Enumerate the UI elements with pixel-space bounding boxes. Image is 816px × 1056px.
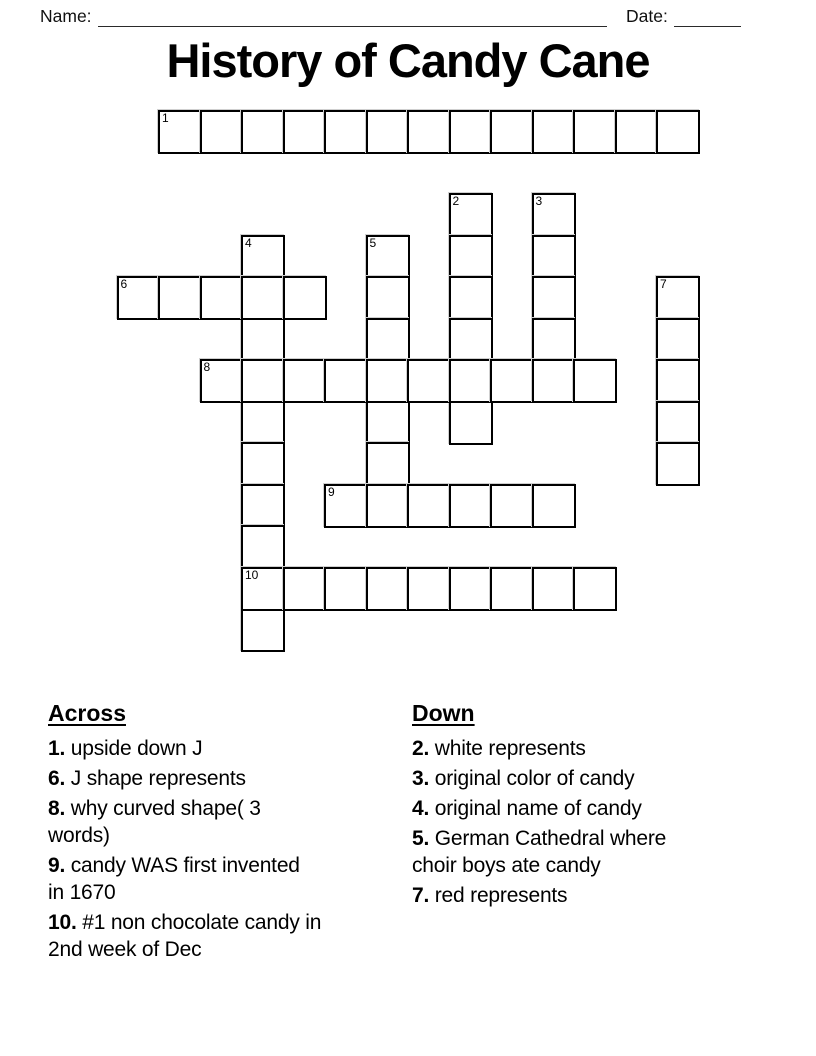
grid-cell: [490, 567, 534, 611]
grid-cell: [573, 359, 617, 403]
grid-cell: [573, 110, 617, 154]
grid-cell: [241, 525, 285, 569]
grid-cell: [532, 567, 576, 611]
grid-cell: [449, 110, 493, 154]
grid-cell: [200, 276, 244, 320]
clue-number: 8.: [48, 797, 66, 820]
grid-cell: [490, 359, 534, 403]
cell-number: 8: [203, 360, 211, 374]
grid-cell: [366, 484, 410, 528]
grid-cell: [449, 318, 493, 362]
grid-cell: [656, 110, 700, 154]
grid-cell: [407, 110, 451, 154]
across-clue-8: 8. why curved shape( 3 words): [48, 797, 261, 847]
grid-cell: [158, 276, 202, 320]
grid-cell: [366, 401, 410, 445]
clue-number: 2.: [412, 737, 430, 760]
grid-cell: [241, 401, 285, 445]
name-label: Name:: [40, 6, 92, 26]
clue-number: 3.: [412, 767, 430, 790]
across-clue-list: [48, 735, 412, 963]
grid-cell: [158, 110, 202, 154]
down-clue-3: 3. original color of candy: [412, 767, 635, 790]
date-label: Date:: [626, 6, 668, 26]
grid-cell: [532, 276, 576, 320]
down-clue-2: 2. white represents: [412, 737, 586, 760]
grid-cell: [449, 193, 493, 237]
grid-cell: [241, 359, 285, 403]
cell-number: 1: [162, 111, 169, 125]
grid-cell: [366, 110, 410, 154]
grid-cell: [407, 359, 451, 403]
grid-cell: [656, 359, 700, 403]
cell-number: 10: [245, 567, 259, 582]
grid-cell: [532, 235, 576, 279]
down-clue-7: 7. red represents: [412, 884, 568, 907]
grid-cell: [241, 318, 285, 362]
clue-number: 9.: [48, 854, 66, 877]
grid-cell: [283, 276, 327, 320]
cell-number: 6: [120, 277, 128, 291]
page-title: History of Candy Cane: [166, 34, 650, 87]
grid-cell: [449, 359, 493, 403]
grid-cell: [615, 110, 659, 154]
cell-number: 7: [660, 277, 667, 291]
grid-cell: [449, 484, 493, 528]
cell-number: 5: [369, 235, 377, 250]
grid-cell: [324, 359, 368, 403]
grid-cell: [241, 235, 285, 279]
cell-number: 2: [452, 194, 460, 208]
down-clues-column: [412, 700, 778, 966]
across-clue-1: 1. upside down J: [48, 737, 203, 760]
grid-cell: [241, 276, 285, 320]
grid-cell: [656, 318, 700, 362]
grid-cell: [366, 567, 410, 611]
grid-cell: [407, 484, 451, 528]
grid-cell: [366, 442, 410, 486]
grid-cell: [656, 276, 700, 320]
grid-cell: [241, 442, 285, 486]
clue-number: 5.: [412, 827, 430, 850]
across-clues-column: [48, 700, 412, 966]
clues-section: [48, 700, 778, 966]
down-clue-4: 4. original name of candy: [412, 797, 642, 820]
grid-cell: [449, 401, 493, 445]
grid-cell: [532, 110, 576, 154]
grid-cell: [490, 110, 534, 154]
grid-cell: [283, 567, 327, 611]
grid-cell: [532, 193, 576, 237]
clue-number: 7.: [412, 884, 430, 907]
grid-cell: [532, 318, 576, 362]
grid-cell: [366, 318, 410, 362]
grid-cell: [283, 359, 327, 403]
grid-cell: [200, 359, 244, 403]
across-clue-9: 9. candy WAS first invented in 1670: [48, 854, 300, 904]
grid-cell: [449, 276, 493, 320]
grid-cell: [241, 484, 285, 528]
grid-cell: [241, 110, 285, 154]
cell-number: 9: [328, 484, 335, 499]
grid-cell: [449, 567, 493, 611]
clue-number: 6.: [48, 767, 66, 790]
grid-cell: [200, 110, 244, 154]
grid-cell: [573, 567, 617, 611]
grid-cell: [241, 567, 285, 611]
clue-number: 1.: [48, 737, 66, 760]
grid-cell: [366, 235, 410, 279]
grid-cell: [324, 484, 368, 528]
grid-cell: [532, 359, 576, 403]
across-clue-10: 10. #1 non chocolate candy in 2nd week of Dec: [48, 911, 322, 961]
grid-cell: [283, 110, 327, 154]
clue-number: 4.: [412, 797, 430, 820]
grid-cell: [324, 110, 368, 154]
grid-cell: [656, 442, 700, 486]
grid-cell: [449, 235, 493, 279]
cell-number: 3: [535, 194, 543, 208]
down-clue-list: [412, 735, 778, 909]
grid-cell: [324, 567, 368, 611]
grid-cell: [656, 401, 700, 445]
grid-cell: [366, 359, 410, 403]
across-heading: Across: [48, 700, 126, 726]
down-heading: Down: [412, 700, 475, 726]
grid-cell: [490, 484, 534, 528]
grid-cell: [241, 608, 285, 652]
down-clue-5: 5. German Cathedral where choir boys ate candy: [412, 827, 667, 877]
grid-cell: [407, 567, 451, 611]
cell-number: 4: [245, 235, 252, 250]
grid-cell: [366, 276, 410, 320]
grid-cell: [532, 484, 576, 528]
grid-cell: [117, 276, 161, 320]
clue-number: 10.: [48, 911, 77, 934]
across-clue-6: 6. J shape represents: [48, 767, 246, 790]
